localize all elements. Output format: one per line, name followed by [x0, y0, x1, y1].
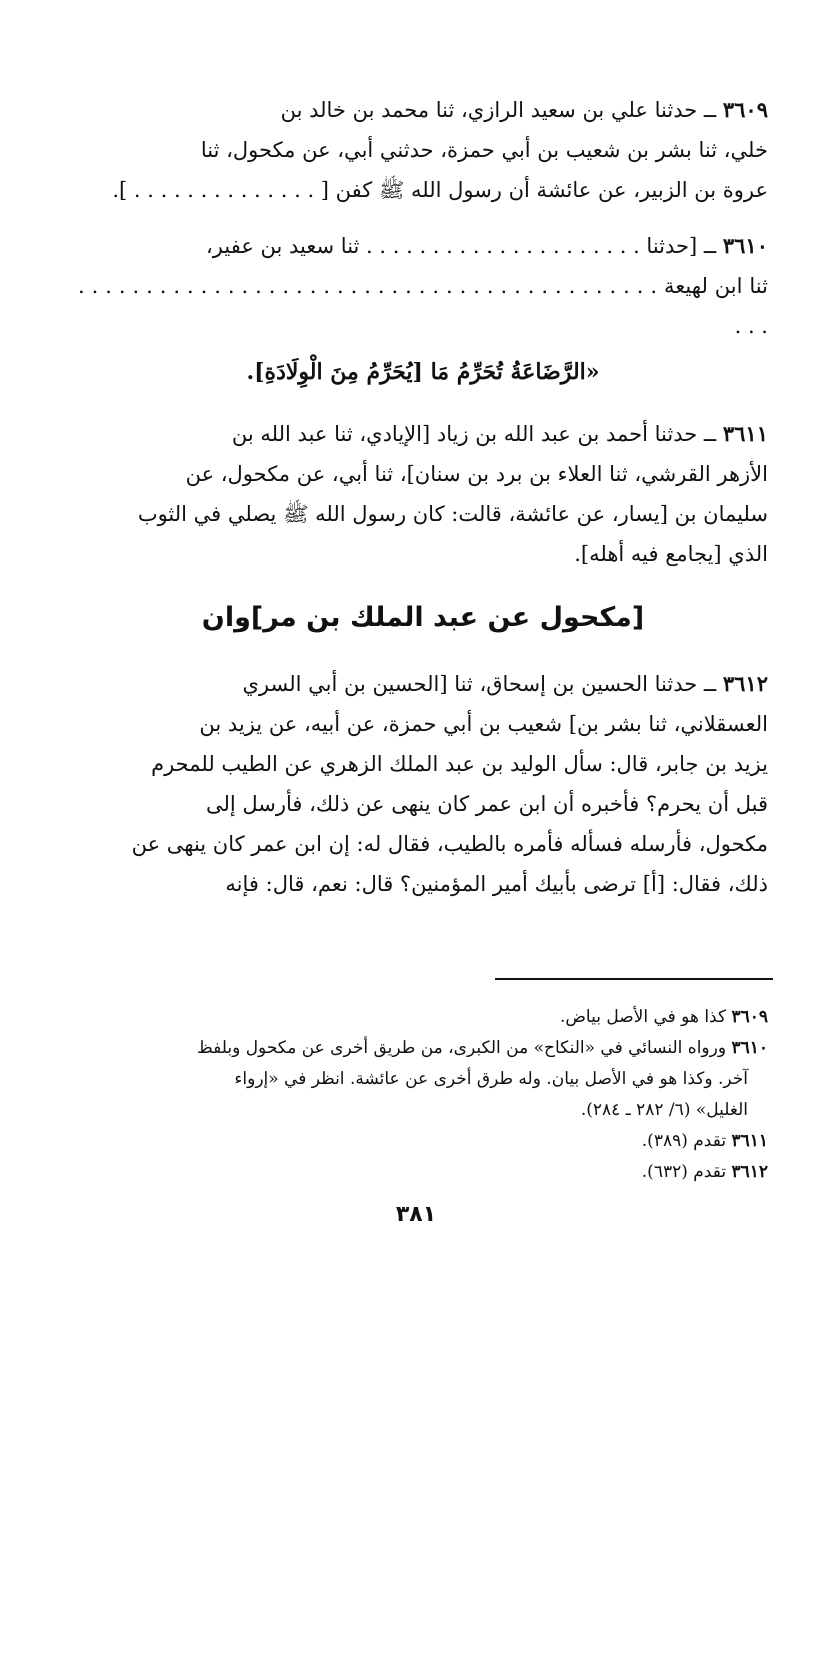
footnotes: [78, 1002, 768, 1188]
hadith-line: ٣٦١٠ ــ [حدثنا . . . . . . . . . . . . . . . . . . . . . ثنا سعيد بن عفير،: [206, 233, 768, 258]
page-number: ٣٨١: [395, 1202, 437, 1227]
hadith-line: ثنا ابن لهيعة . . . . . . . . . . . . . . . . . . . . . . . . . . . . . . . . . . . . . . . . . . . . . .: [78, 274, 768, 338]
hadith-number: ٣٦١١: [722, 421, 768, 446]
footnote-divider: [495, 978, 773, 980]
hadith-line: مكحول، فأرسله فسأله فأمره بالطيب، فقال له: إن ابن عمر كان ينهى عن: [131, 832, 768, 856]
hadith-line: ٣٦١١ ــ حدثنا أحمد بن عبد الله بن زياد [الإيادي، ثنا عبد الله بن: [231, 421, 768, 446]
hadith-number: ٣٦١٠: [722, 233, 768, 258]
hadith-line: خلي، ثنا بشر بن شعيب بن أبي حمزة، حدثني أبي، عن مكحول، ثنا: [200, 138, 768, 162]
footnote: ٣٦٠٩ كذا هو في الأصل بياض.: [559, 1007, 768, 1027]
footnote: ٣٦١١ تقدم (٣٨٩).: [641, 1131, 768, 1151]
hadith-line: سليمان بن [يسار، عن عائشة، قالت: كان رسول الله ﷺ يصلي في الثوب: [137, 502, 768, 526]
hadith-3612: [78, 664, 768, 904]
hadith-quote: «الرَّضَاعَةُ تُحَرِّمُ مَا [يُحَرِّمُ مِنَ الْوِلَادَةِ].: [246, 359, 600, 385]
hadith-line: يزيد بن جابر، قال: سأل الوليد بن عبد الملك الزهري عن الطيب للمحرم: [151, 752, 768, 776]
hadith-3609: [78, 90, 768, 210]
footnote: ٣٦١٢ تقدم (٦٣٢).: [641, 1162, 768, 1182]
hadith-line: ذلك، فقال: [أ] ترضى بأبيك أمير المؤمنين؟ قال: نعم، قال: فإنه: [225, 872, 768, 896]
hadith-line: ٣٦٠٩ ــ حدثنا علي بن سعيد الرازي، ثنا محمد بن خالد بن: [280, 97, 768, 122]
hadith-line: عروة بن الزبير، عن عائشة أن رسول الله ﷺ كفن [ . . . . . . . . . . . . . . ].: [112, 178, 768, 202]
hadith-number: ٣٦١٢: [722, 671, 768, 696]
hadith-line: الذي [يجامع فيه أهله].: [574, 542, 768, 566]
section-title: [مكحول عن عبد الملك بن مر]وان: [201, 602, 645, 633]
hadith-3611: [78, 414, 768, 574]
hadith-3610: [78, 226, 768, 346]
main-text: [78, 90, 768, 920]
hadith-line: قبل أن يحرم؟ فأخبره أن ابن عمر كان ينهى عن ذلك، فأرسل إلى: [205, 792, 768, 816]
hadith-line: العسقلاني، ثنا بشر بن] شعيب بن أبي حمزة، عن أبيه، عن يزيد بن: [199, 712, 768, 736]
hadith-line: ٣٦١٢ ــ حدثنا الحسين بن إسحاق، ثنا [الحسين بن أبي السري: [242, 671, 768, 696]
hadith-line: الأزهر القرشي، ثنا العلاء بن برد بن سنان]، ثنا أبي، عن مكحول، عن: [185, 462, 768, 486]
footnote: ٣٦١٠ ورواه النسائي في «النكاح» من الكبرى، من طريق أخرى عن مكحول وبلفظ آخر. وكذا هو في الأصل بيان. وله طرق أخرى عن عائشة. انظر في «إرواء الغليل» (٦/ ٢٨٢ ـ ٢٨٤).: [196, 1038, 768, 1120]
hadith-number: ٣٦٠٩: [722, 97, 768, 122]
